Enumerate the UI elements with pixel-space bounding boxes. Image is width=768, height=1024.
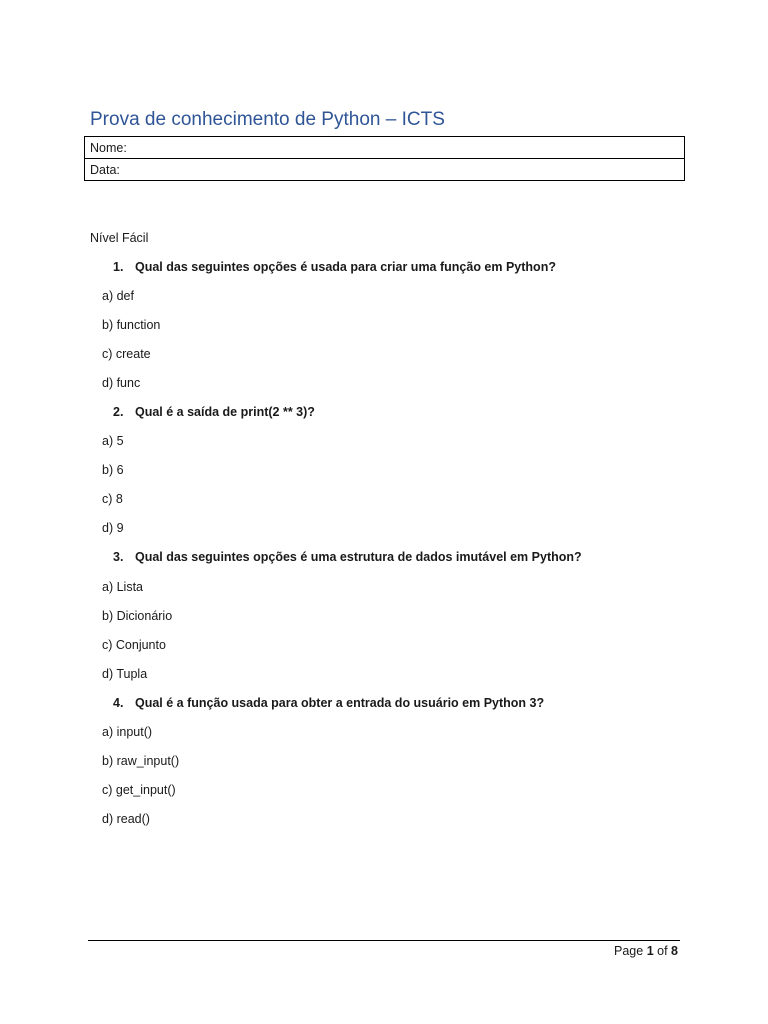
question-1-option-c: c) create [102,347,151,361]
question-2-option-b: b) 6 [102,463,124,477]
question-1-option-b: b) function [102,318,161,332]
question-3-option-b: b) Dicionário [102,609,173,623]
question-1 [113,260,556,274]
question-number: 2. [113,405,124,419]
question-3-option-c: c) Conjunto [102,638,166,652]
date-row [85,159,685,181]
question-number: 3. [113,550,124,564]
question-text: Qual das seguintes opções é uma estrutura de dados imutável em Python? [135,550,582,564]
question-3-option-d: d) Tupla [102,667,148,681]
question-3 [113,550,582,564]
of-word: of [657,944,668,958]
question-2 [113,405,315,419]
question-number: 4. [113,696,124,710]
question-1-option-d: d) func [102,376,141,390]
current-page-number: 1 [646,944,654,958]
student-info-table [84,136,685,181]
name-field-label: Nome: [85,137,685,159]
name-row [85,137,685,159]
question-2-option-a: a) 5 [102,434,124,448]
question-4-option-c: c) get_input() [102,783,176,797]
question-2-option-c: c) 8 [102,492,123,506]
question-4-option-a: a) input() [102,725,153,739]
question-text: Qual é a função usada para obter a entrada do usuário em Python 3? [135,696,545,710]
question-4-option-b: b) raw_input() [102,754,180,768]
page-word: Page [614,944,644,958]
question-2-option-d: d) 9 [102,521,124,535]
total-pages-number: 8 [671,944,678,958]
section-heading: Nível Fácil [90,231,149,245]
question-text: Qual é a saída de print(2 ** 3)? [135,405,315,419]
question-3-option-a: a) Lista [102,580,143,594]
question-4 [113,696,544,710]
date-field-label: Data: [85,159,685,181]
question-text: Qual das seguintes opções é usada para criar uma função em Python? [135,260,556,274]
document-title: Prova de conhecimento de Python – ICTS [90,109,445,130]
question-1-option-a: a) def [102,289,134,303]
page-counter [614,944,678,958]
footer-divider [88,940,680,941]
question-4-option-d: d) read() [102,812,150,826]
question-number: 1. [113,260,124,274]
